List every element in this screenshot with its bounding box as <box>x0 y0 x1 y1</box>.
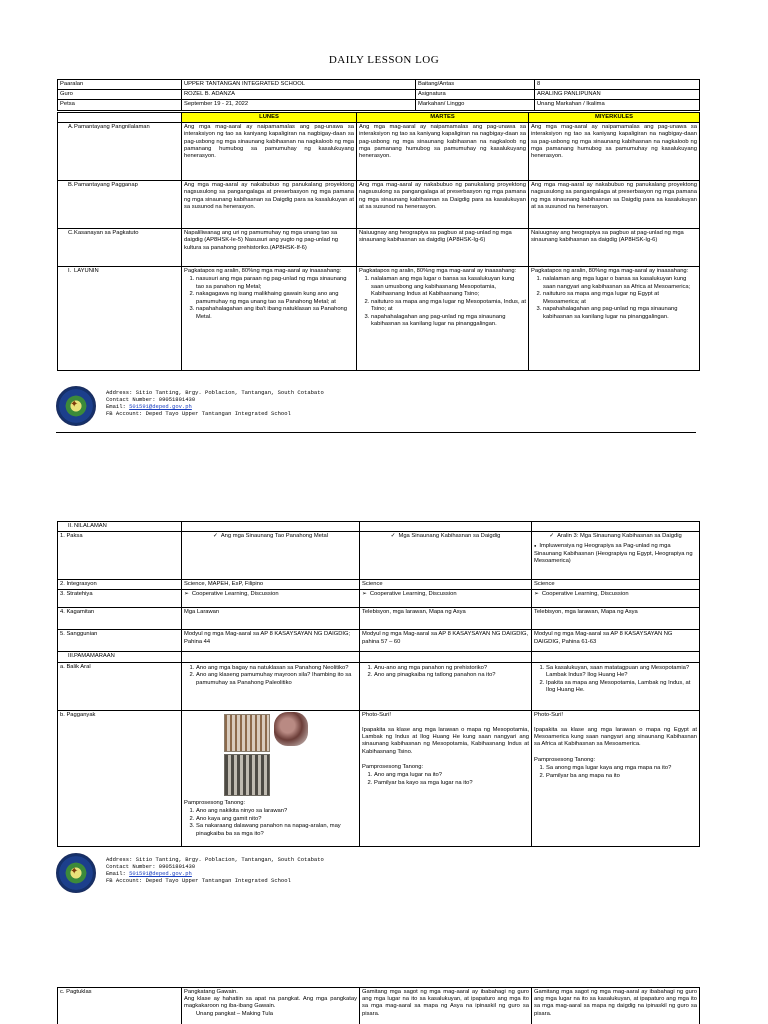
lesson-log-table-top <box>57 79 700 111</box>
objective-item: 2. nakagagawa ng isang malikhaing gawain kung ano ang pamumuhay ng mga unang tao sa Panahong Metal; at <box>196 291 354 305</box>
day-wednesday: MIYERKULES <box>529 113 700 123</box>
lesson-log-table-standards <box>57 112 700 371</box>
motivation-wed-text: Ipapakita sa klase ang mga larawan o mapa ng Egypt at Mesoamerica kung saan nangyari ang sinaunang Kabihasnan sa Africa at Kabihasnan sa Mesoamerica. <box>534 726 697 748</box>
row-competencies <box>58 229 700 267</box>
content-label: II.NILALAMAN <box>58 522 182 532</box>
review-item: 2. Ano ang klaseng pamumuhay mayroon sila? Ihambing ito sa pamumuhay sa Panahong Paleolitiko <box>196 672 357 686</box>
content-wed <box>532 522 700 532</box>
content-tue <box>360 522 532 532</box>
materials-label: 4. Kagamitan <box>58 608 182 630</box>
references-label: 5. Sanggunian <box>58 630 182 652</box>
school-label: Paaralan <box>58 80 182 90</box>
objective-item: 3. napahahalagahan ang pag-unlad ng mga sinaunang kabihasnan sa kanilang lugar na pinanggalingan. <box>371 314 526 328</box>
content-standard-label: A.Pamantayang Pangnilalaman <box>58 123 182 181</box>
procedure-label: III.PAMAMARAAN <box>58 652 182 662</box>
ore-photo <box>274 712 308 746</box>
motivation-tue-question: Pamprosesong Tanong: <box>362 763 424 770</box>
discovery-mon <box>182 988 360 1024</box>
objectives-wed <box>529 267 700 371</box>
strategy-label: 3. Stratehiya <box>58 590 182 608</box>
motivation-item: 1. Sa anong mga lugar kaya ang mga mapa na ito? <box>546 765 697 772</box>
topic-label: 1. Paksa <box>58 532 182 580</box>
date-label: Petsa <box>58 100 182 110</box>
content-standard-wed: Ang mga mag-aaral ay naipamamalas ang pag-unawa sa interaksiyon ng tao sa kaniyang kapaligiran na nagbigay-daan sa pag-usbong ng mga sinaunang kabihasnan na nagkaloob ng mga pamanang humubog sa pamumuhay ng kasalukuyang henerasyon. <box>529 123 700 181</box>
references-wed: Modyul ng mga Mag-aaral sa AP 8 KASAYSAYAN NG DAIGDIG, Pahina 61-63 <box>532 630 700 652</box>
strategy-mon: ➢ Cooperative Learning, Discussion <box>182 590 360 608</box>
check-icon <box>391 533 399 539</box>
procedure-wed <box>532 652 700 662</box>
school-seal-icon: ✦ <box>56 853 96 893</box>
integration-mon: Science, MAPEH, EsP, Filipino <box>182 580 360 590</box>
objective-item: 3. napahahalagahan ang pag-unlad ng mga sinaunang kabihasnan sa kanilang lugar na pinanggalingan. <box>543 306 697 320</box>
objectives-tue <box>357 267 529 371</box>
objective-item: 2. naituturo sa mapa ang mga lugar ng Egypt at Mesoamerica; at <box>543 291 697 305</box>
motivation-wed <box>532 710 700 846</box>
days-blank-cell <box>58 113 182 123</box>
references-tue: Modyul ng mga Mag-aaral sa AP 8 KASAYSAYAN NG DAIGDIG, pahina 57 – 60 <box>360 630 532 652</box>
motivation-item: 3. Sa nakaraang dalawang panahon na napag-aralan, may pinagkaiba ba sa mga ito? <box>196 823 357 837</box>
procedure-mon <box>182 652 360 662</box>
motivation-label: b. Pagganyak <box>58 710 182 846</box>
objective-item: 1. nalalaman ang mga lugar o bansa sa kasalukuyan kung saan umusbong ang kabihasnang Mesopotamia, Kabihasnang Indus at Kabihasnang Tsino; <box>371 276 526 298</box>
procedure-tue <box>360 652 532 662</box>
motivation-mon <box>182 710 360 846</box>
footer-fb: FB Account: Deped Tayo Upper Tantangan Integrated School <box>106 877 291 885</box>
quarter-label: Markahan/ Linggo <box>416 100 535 110</box>
objectives-label: I. LAYUNIN <box>58 267 182 371</box>
topic-tue: ✓ Mga Sinaunang Kabihasnan sa Daigdig <box>360 532 532 580</box>
footer-address: Address: Sitio Tanting, Brgy. Poblacion, Tantangan, South Cotabato <box>106 389 324 396</box>
footer-contact: Contact Number: 09051801430 <box>106 863 196 871</box>
footer-address-block <box>106 389 324 418</box>
check-icon <box>549 533 557 539</box>
content-standard-tue: Ang mga mag-aaral ay naipamamalas ang pag-unawa sa interaksiyon ng tao sa kaniyang kapaligiran na nagbigay-daan sa pag-usbong ng mga sinaunang kabihasnan na nagkaloob ng mga pamanang humubog sa pamumuhay ng kasalukuyang henerasyon. <box>357 123 529 181</box>
discovery-mon-sub: Unang pangkat – Making Tula <box>196 1010 274 1017</box>
review-tue <box>360 662 532 710</box>
school-footer <box>56 853 696 895</box>
objectives-mon <box>182 267 357 371</box>
row-materials <box>58 608 700 630</box>
topic-wed: ✓ Aralin 3: Mga Sinaunang Kabihasnan sa Daigdig ● Impluwensiya ng Heograpiya sa Pag-unlad ng mga Sinaunang Kabihasnan (Heograpiya ng Egypt, Heograpiya ng Mesoamerica) <box>532 532 700 580</box>
performance-standard-label: B.Pamantayang Pagganap <box>58 181 182 229</box>
review-item: 1. Sa kasalukuyan, saan matatagpuan ang Mesopotamia? Lambak Indus? Ilog Huang He? <box>546 665 697 679</box>
prehistoric-tools-image <box>184 712 357 800</box>
performance-standard-tue: Ang mga mag-aaral ay nakabubuo ng panukalang proyektong nagsusulong sa pangangalaga at preserbasyon ng mga pamana ng mga sinaunang kabihasnan sa Daigdig para sa kasalukuyan at sa susunod na henerasyon. <box>357 181 529 229</box>
grade-label: Baitang/Antas <box>416 80 535 90</box>
row-references <box>58 630 700 652</box>
objective-item: 2. naituturo sa mapa ang mga lugar ng Mesopotamia, Indus, at Tsino; at <box>371 299 526 313</box>
review-item: 1. Ano ang mga bagay na natuklasan sa Panahong Neolitiko? <box>196 665 357 672</box>
objective-item: 3. napahahalagahan ang iba't ibang natuklasan sa Panahong Metal. <box>196 306 354 320</box>
row-integration <box>58 580 700 590</box>
objectives-mon-intro: Pagkatapos ng aralin, 80%ng mga mag-aaral ay inaasahang: <box>184 268 342 275</box>
row-motivation <box>58 710 700 846</box>
arrow-icon <box>184 591 192 597</box>
metal-blades-photo <box>224 754 270 796</box>
subject-value: ARALING PANLIPUNAN <box>535 90 700 100</box>
document-title: DAILY LESSON LOG <box>328 54 440 66</box>
footer-fb: FB Account: Deped Tayo Upper Tantangan Integrated School <box>106 410 291 418</box>
review-label: a. Balik Aral <box>58 662 182 710</box>
discovery-mon-text: Ang klase ay hahatiin sa apat na pangkat. Ang mga pangkatay magkakaroon ng iba-ibang Gawain. <box>184 996 357 1010</box>
motivation-wed-question: Pamprosesong Tanong: <box>534 756 596 763</box>
row-procedure <box>58 652 700 662</box>
footer-address: Address: Sitio Tanting, Brgy. Poblacion, Tantangan, South Cotabato <box>106 856 324 863</box>
row-objectives <box>58 267 700 371</box>
review-wed <box>532 662 700 710</box>
row-topic <box>58 532 700 580</box>
motivation-item: 1. Ano ang mga lugar na ito? <box>374 772 529 779</box>
integration-tue: Science <box>360 580 532 590</box>
objective-item: 1. nalalaman ang mga lugar o bansa sa kasalukuyan kung saan nangyari ang kabihasnan sa Africa at Mesoamerica; <box>543 276 697 290</box>
header-row-date <box>58 100 700 110</box>
footer-email-line: Email: 501591@deped.gov.ph <box>106 403 192 411</box>
discovery-wed: Gamitang mga sagot ng mga mag-aaral ay ibabahagi ng guro ang mga lugar na ito sa kasalukuyan, at ipapaturo ang mga ito sa mga mag-aaral sa mapa ng daigdig na ipinaskil ng guro sa pisara. <box>532 988 700 1024</box>
footer-email-link[interactable]: 501591@deped.gov.ph <box>129 403 192 411</box>
row-review <box>58 662 700 710</box>
row-strategy <box>58 590 700 608</box>
competencies-wed: Naiuugnay ang heograpiya sa pagbuo at pag-unlad ng mga sinaunang kabihasnan sa daigdig (AP8HSK-Ig-6) <box>529 229 700 267</box>
review-item: 1. Anu-ano ang mga panahon ng prehistoriko? <box>374 665 529 672</box>
discovery-mon-title: Pangkatang Gawain. <box>184 989 238 995</box>
motivation-tue <box>360 710 532 846</box>
motivation-tue-title: Photo-Suri! <box>362 711 391 718</box>
strategy-wed: ➢ Cooperative Learning, Discussion <box>532 590 700 608</box>
school-seal-icon: ✦ <box>56 386 96 426</box>
performance-standard-wed: Ang mga mag-aaral ay nakabubuo ng panukalang proyektong nagsusulong sa pangangalaga at preserbasyon ng mga pamana ng mga sinaunang kabihasnan sa Daigdig para sa kasalukuyan at sa susunod na henerasyon. <box>529 181 700 229</box>
motivation-item: 2. Ano kaya ang gamit nito? <box>196 816 357 823</box>
objective-item: 1. nasusuri ang mga paraan ng pag-unlad ng mga sinaunang tao sa panahon ng Metal; <box>196 276 354 290</box>
motivation-mon-question: Pamprosesong Tanong: <box>184 799 246 806</box>
integration-label: 2. Integrasyon <box>58 580 182 590</box>
header-row-teacher <box>58 90 700 100</box>
date-value: September 19 - 21, 2022 <box>182 100 416 110</box>
motivation-item: 2. Pamilyar ba kayo sa mga lugar na ito? <box>374 780 529 787</box>
footer-email-link[interactable]: 501591@deped.gov.ph <box>129 870 192 878</box>
header-row-school <box>58 80 700 90</box>
review-item: 2. Ipakita sa mapa ang Mesopotamia, Lambak ng Indus, at Ilog Huang He. <box>546 680 697 694</box>
references-mon: Modyul ng mga Mag-aaral sa AP 8 KASAYSAYAN NG DAIGDIG; Pahina 44 <box>182 630 360 652</box>
objectives-tue-intro: Pagkatapos ng aralin, 80%ng mga mag-aaral ay inaasahang: <box>359 268 517 275</box>
materials-tue: Telebisyon, mga larawan, Mapa ng Asya <box>360 608 532 630</box>
footer-address-block <box>106 856 324 885</box>
grade-value: 8 <box>535 80 700 90</box>
materials-wed: Telebisyon, mga larawan, Mapa ng Asya <box>532 608 700 630</box>
row-content <box>58 522 700 532</box>
motivation-item: 1. Ano ang nakikita ninyo sa larawan? <box>196 808 357 815</box>
day-tuesday: MARTES <box>357 113 529 123</box>
footer-email-line: Email: 501591@deped.gov.ph <box>106 870 192 878</box>
materials-mon: Mga Larawan <box>182 608 360 630</box>
content-standard-mon: Ang mga mag-aaral ay naipamamalas ang pag-unawa sa interaksiyon ng tao sa kaniyang kapaligiran na nagbigay-daan sa pag-usbong ng mga sinaunang kabihasnan na nagkaloob ng mga pamanang humubog sa pamumuhay ng kasalukuyang henerasyon. <box>182 123 357 181</box>
subject-label: Asignatura <box>416 90 535 100</box>
footer-divider <box>56 432 696 433</box>
competencies-mon: Napaliliwanag ang uri ng pamumuhay ng mga unang tao sa daigdig (AP8HSK-Ie-5) Nasusuri ang yugto ng pag-unlad ng kultura sa panahong prehistoriko.(AP8HSK-If-6) <box>182 229 357 267</box>
footer-contact: Contact Number: 09051801430 <box>106 396 196 404</box>
lesson-log-table-content <box>57 521 700 847</box>
day-monday: LUNES <box>182 113 357 123</box>
school-footer <box>56 386 696 428</box>
row-content-standard <box>58 123 700 181</box>
motivation-wed-title: Photo-Suri! <box>534 711 563 718</box>
row-performance-standard <box>58 181 700 229</box>
objectives-wed-intro: Pagkatapos ng aralin, 80%ng mga mag-aaral ay inaasahang: <box>531 268 689 275</box>
discovery-tue: Gamitang mga sagot ng mga mag-aaral ay ibabahagi ng guro ang mga lugar na ito sa kasalukuyan, at ipapaturo ang mga ito sa mga mag-aaral sa mapa ng Asya na ipinaskil ng guro sa pisara. <box>360 988 532 1024</box>
motivation-tue-text: Ipapakita sa klase ang mga larawan o mapa ng Mesopotamia, Lambak ng Indus at Ilog Huang He kung saan nangyari ang sinaunang kabihasnan ng Mesopotamia, Kabihasnang Indus at Kabihasnang Tsino. <box>362 726 529 755</box>
teacher-label: Guro <box>58 90 182 100</box>
quarter-value: Unang Markahan / Ikalima <box>535 100 700 110</box>
metal-tools-photo <box>224 714 270 752</box>
content-mon <box>182 522 360 532</box>
check-icon <box>213 533 221 539</box>
performance-standard-mon: Ang mga mag-aaral ay nakabubuo ng panukalang proyektong nagsusulong sa pangangalaga at preserbasyon ng mga pamana ng mga sinaunang kabihasnan sa Daigdig para sa kasalukuyan at sa susunod na henerasyon. <box>182 181 357 229</box>
teacher-value: ROZEL B. ADANZA <box>182 90 416 100</box>
strategy-tue: ➢ Cooperative Learning, Discussion <box>360 590 532 608</box>
competencies-label: C.Kasanayan sa Pagkatuto <box>58 229 182 267</box>
discovery-label: c. Pagtuklas <box>58 988 182 1024</box>
arrow-icon <box>534 591 542 597</box>
lesson-log-table-discovery <box>57 987 700 1024</box>
row-discovery <box>58 988 700 1024</box>
school-value: UPPER TANTANGAN INTEGRATED SCHOOL <box>182 80 416 90</box>
motivation-item: 2. Pamilyar ba ang mapa na ito <box>546 773 697 780</box>
competencies-tue: Naiuugnay ang heograpiya sa pagbuo at pag-unlad ng mga sinaunang kabihasnan sa daigdig (AP8HSK-Ig-6) <box>357 229 529 267</box>
days-row <box>58 113 700 123</box>
integration-wed: Science <box>532 580 700 590</box>
topic-mon: ✓ Ang mga Sinaunang Tao Panahong Metal <box>182 532 360 580</box>
arrow-icon <box>362 591 370 597</box>
review-mon <box>182 662 360 710</box>
review-item: 2. Ano ang pinagkaiba ng tatlong panahon na ito? <box>374 672 529 679</box>
